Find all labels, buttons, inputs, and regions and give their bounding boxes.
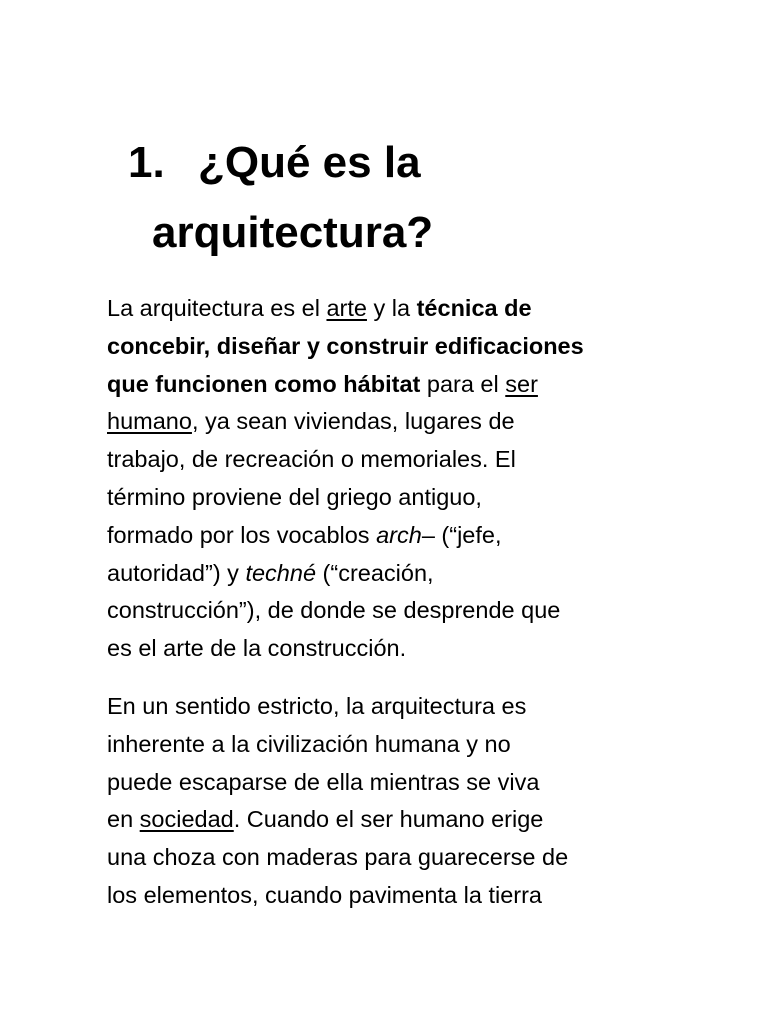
text-run: . Cuando el ser humano erige <box>233 806 544 833</box>
text-line: trabajo, de recreación o memoriales. El <box>107 446 516 473</box>
link-arte[interactable]: arte <box>326 295 367 321</box>
text-line: los elementos, cuando pavimenta la tierra <box>107 881 542 908</box>
text-line: una choza con maderas para guarecerse de <box>107 844 569 871</box>
text-run: (“creación, <box>316 559 434 586</box>
text-run: formado por los vocablos <box>107 521 377 548</box>
bold-text: técnica de <box>416 295 532 321</box>
text-run: autoridad”) y <box>107 559 246 586</box>
text-line <box>107 555 667 593</box>
section-heading <box>128 128 688 268</box>
text-line <box>107 801 667 839</box>
text-run: y la <box>366 295 417 321</box>
text-line: concebir, diseñar y construir edificaciones <box>107 332 584 359</box>
text-line: En un sentido estricto, la arquitectura es <box>107 693 527 719</box>
heading-line-1 <box>128 128 688 198</box>
text-run: para el <box>420 370 506 397</box>
text-line: inherente a la civilización humana y no <box>107 730 511 757</box>
text-run: – (“jefe, <box>421 521 502 548</box>
paragraph-definition <box>107 290 667 668</box>
text-line: puede escaparse de ella mientras se viva <box>107 768 540 795</box>
link-ser-humano[interactable]: ser <box>505 370 538 397</box>
text-line <box>107 366 667 404</box>
text-run: La arquitectura es el <box>107 295 327 321</box>
link-ser-humano[interactable]: humano <box>107 408 192 435</box>
italic-text: arch <box>376 521 422 548</box>
text-line <box>107 517 667 555</box>
text-line <box>107 290 667 328</box>
text-line: construcción”), de donde se desprende que <box>107 597 561 624</box>
heading-number: 1. <box>128 138 165 187</box>
bold-text: que funcionen como hábitat <box>107 370 421 397</box>
text-run: , ya sean viviendas, lugares de <box>191 408 515 435</box>
heading-text-2: arquitectura? <box>152 208 434 257</box>
heading-text-1: ¿Qué es la <box>198 138 421 187</box>
paragraph-context <box>107 688 667 915</box>
text-line: es el arte de la construcción. <box>107 635 407 662</box>
link-sociedad[interactable]: sociedad <box>139 806 234 833</box>
heading-line-2 <box>128 198 688 268</box>
text-line <box>107 403 667 441</box>
italic-text: techné <box>245 559 317 586</box>
text-run: en <box>107 806 140 833</box>
text-line: término proviene del griego antiguo, <box>107 483 482 510</box>
